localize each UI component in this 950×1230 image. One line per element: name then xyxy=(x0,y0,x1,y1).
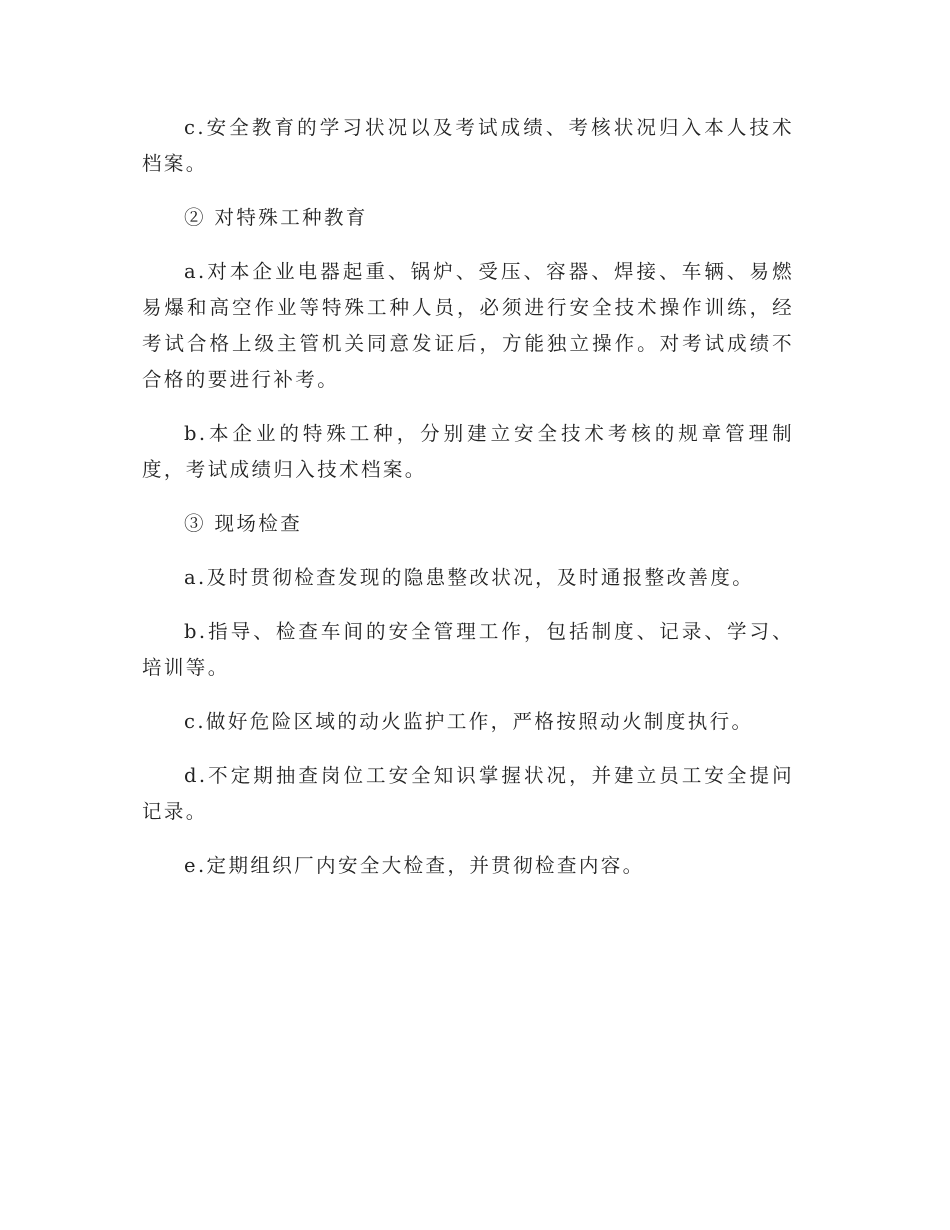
heading-site-inspection: ③ 现场检查 xyxy=(184,512,303,535)
heading-special-trades-education: ② 对特殊工种教育 xyxy=(184,206,368,229)
paragraph-c-hot-work-supervision: c.做好危险区域的动火监护工作，严格按照动火制度执行。 xyxy=(184,710,754,733)
paragraph-b-special-trades-rules: b.本企业的特殊工种，分别建立安全技术考核的规章管理制度，考试成绩归入技术档案。 xyxy=(142,422,794,481)
paragraph-b-workshop-guidance: b.指导、检查车间的安全管理工作，包括制度、记录、学习、培训等。 xyxy=(142,620,794,679)
document-body xyxy=(142,110,794,902)
paragraph-a-special-trades-training: a.对本企业电器起重、锅炉、受压、容器、焊接、车辆、易燃易爆和高空作业等特殊工种人员，必须进行安全技术操作训练，经考试合格上级主管机关同意发证后，方能独立操作。对考试成绩不合格的要进行补考。 xyxy=(142,260,794,391)
paragraph-c-training-records: c.安全教育的学习状况以及考试成绩、考核状况归入本人技术档案。 xyxy=(142,116,794,175)
paragraph-e-plant-safety-inspection: e.定期组织厂内安全大检查，并贯彻检查内容。 xyxy=(184,854,645,877)
paragraph-a-hazard-rectification: a.及时贯彻检查发现的隐患整改状况，及时通报整改善度。 xyxy=(184,566,755,589)
paragraph-d-safety-spot-checks: d.不定期抽查岗位工安全知识掌握状况，并建立员工安全提问记录。 xyxy=(142,764,794,823)
